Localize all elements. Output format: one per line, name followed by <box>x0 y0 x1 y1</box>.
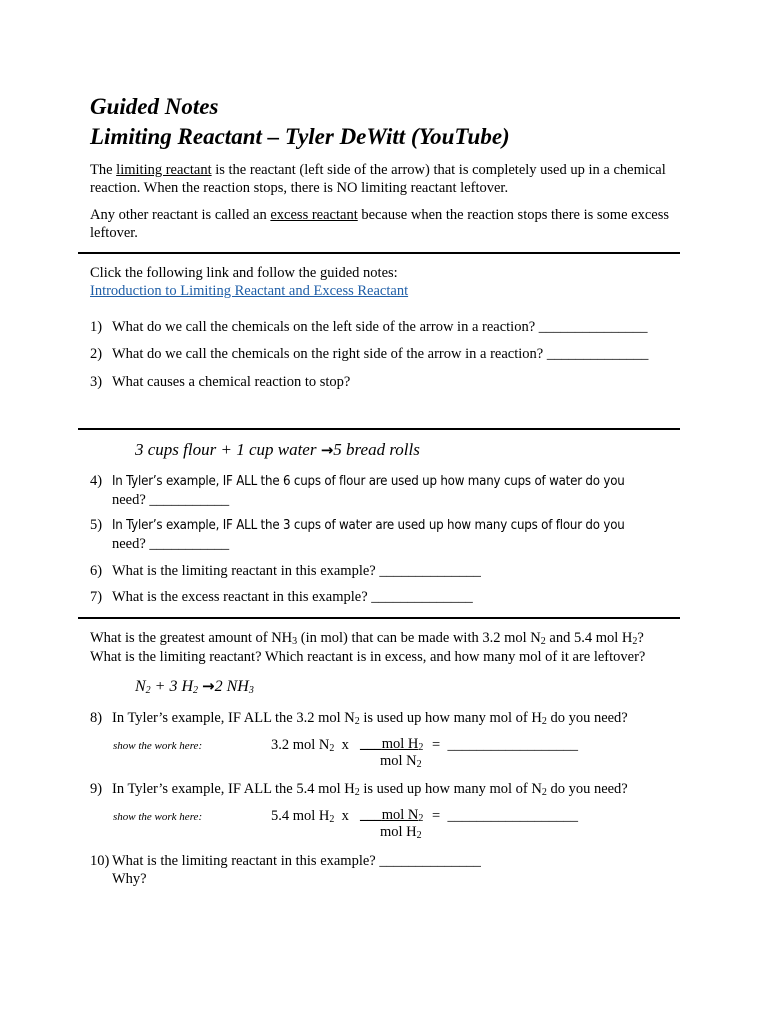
question-8: 8) In Tyler’s example, IF ALL the 3.2 mol $N_2$ is used up how many mol of $H_2$ do you need? <box>90 710 628 727</box>
question-4: 4) In Tyler’s example, IF ALL the 6 cups of flour are used up how many cups of water do you need? ___________ <box>90 473 625 508</box>
question-2: 2) What do we call the chemicals on the right side of the arrow in a reaction? ______________ <box>90 346 649 362</box>
intro-paragraph-2: Any other reactant is called an excess reactant because when the reaction stops there is some excess leftover. <box>90 207 669 241</box>
question-3: 3) What causes a chemical reaction to stop? <box>90 374 351 390</box>
problem-line-1: What is the greatest amount of $NH_3$ (in mol) that can be made with 3.2 mol $N_2$ and 5.4 mol $H_2$? <box>90 630 644 647</box>
q9-conversion-numerator: ___mol $N_2$ <box>360 807 424 824</box>
question-9: 9) In Tyler’s example, IF ALL the 5.4 mol $H_2$ is used up how many mol of $N_2$ do you need? <box>90 781 628 798</box>
q8-conversion-numerator: ___mol $H_2$ <box>360 736 424 753</box>
question-6: 6) What is the limiting reactant in this example? ______________ <box>90 563 481 579</box>
question-5: 5) In Tyler’s example, IF ALL the 3 cups of water are used up how many cups of flour do you need? ___________ <box>90 517 625 552</box>
q8-conversion-denominator: mol $N_2$ <box>380 753 422 770</box>
title-line-2: Limiting Reactant – Tyler DeWitt (YouTube) <box>90 124 510 149</box>
bread-equation: 3 cups flour + 1 cup water →5 bread rolls <box>135 440 420 459</box>
excess-reactant-term: excess reactant <box>270 207 358 223</box>
q8-answer: = __________________ <box>432 737 578 753</box>
divider-2 <box>78 428 680 430</box>
arrow-icon: → <box>320 441 334 459</box>
title-line-1: Guided Notes <box>90 94 219 119</box>
question-10-why: Why? <box>112 871 147 887</box>
q9-conversion-denominator: mol $H_2$ <box>380 824 422 841</box>
video-link[interactable]: Introduction to Limiting Reactant and Excess Reactant <box>90 283 409 299</box>
question-7: 7) What is the excess reactant in this example? ______________ <box>90 589 473 605</box>
q8-given: 3.2 mol $N_2$ x <box>271 737 349 754</box>
q9-given: 5.4 mol $H_2$ x <box>271 808 349 825</box>
divider-3 <box>78 617 680 619</box>
q8-work-label: show the work here: <box>113 740 203 752</box>
arrow-icon: → <box>202 677 215 695</box>
q9-work-label: show the work here: <box>113 811 203 823</box>
question-10: 10) What is the limiting reactant in this example? ______________ <box>90 853 481 869</box>
problem-line-2: What is the limiting reactant? Which reactant is in excess, and how many mol of it are leftover? <box>90 649 646 665</box>
divider-1 <box>78 252 680 254</box>
limiting-reactant-term: limiting reactant <box>116 162 212 178</box>
question-1: 1) What do we call the chemicals on the left side of the arrow in a reaction? _______________ <box>90 319 648 335</box>
intro-paragraph-1: The limiting reactant is the reactant (left side of the arrow) that is completely used up in a chemical reaction. When the reaction stops, there is NO limiting reactant leftover. <box>90 162 666 196</box>
link-instruction: Click the following link and follow the guided notes: <box>90 265 398 281</box>
q9-answer: = __________________ <box>432 808 578 824</box>
reaction-equation: $N_2 + 3$ $H_2 \to 2$ $NH_3$ <box>135 677 254 696</box>
